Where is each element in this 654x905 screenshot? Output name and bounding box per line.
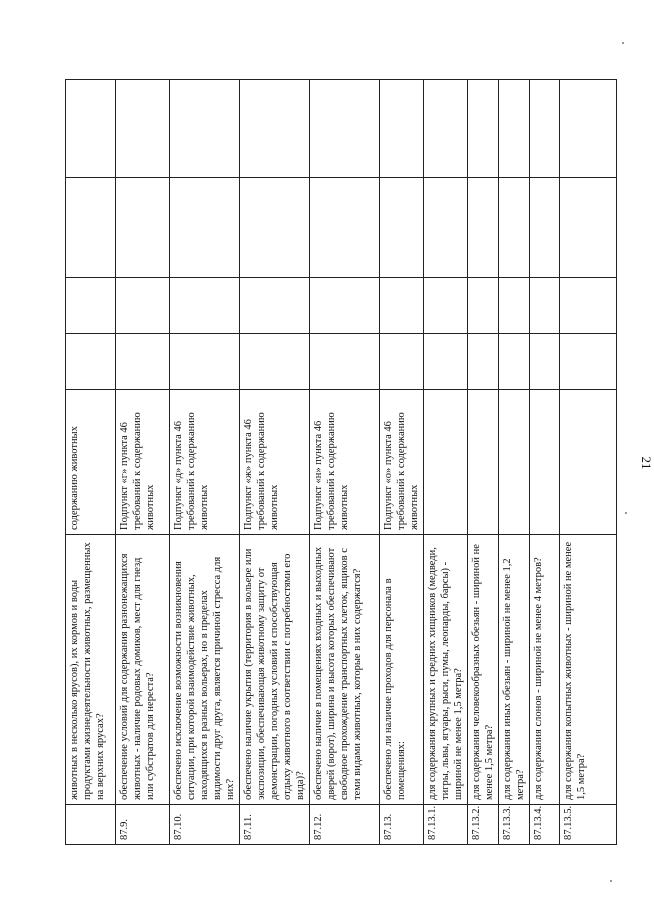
requirement-text: для содержания иных обезьян - шириной не менее 1,2 метра?: [499, 535, 530, 805]
rotated-table-wrapper: [65, 80, 610, 845]
scan-speck: [610, 880, 612, 882]
legal-reference: [499, 390, 530, 535]
table-row: [424, 80, 468, 845]
legal-reference: [424, 390, 468, 535]
legal-reference: [560, 390, 617, 535]
answer-no-cell: [499, 278, 530, 334]
legal-reference: Подпункт «д» пункта 46 требований к содержанию животных: [170, 390, 240, 535]
note-cell: [240, 80, 310, 178]
row-number: 87.13.3.: [499, 805, 530, 845]
not-applicable-cell: [468, 178, 499, 278]
answer-yes-cell: [380, 334, 424, 390]
row-number: 87.10.: [170, 805, 240, 845]
page-number: 21: [639, 456, 654, 470]
not-applicable-cell: [560, 178, 617, 278]
requirement-text: для содержания слонов - шириной не менее 4 метров?: [530, 535, 560, 805]
note-cell: [530, 80, 560, 178]
table-row: [468, 80, 499, 845]
not-applicable-cell: [66, 178, 116, 278]
row-number: [66, 805, 116, 845]
row-number: 87.12.: [310, 805, 380, 845]
note-cell: [170, 80, 240, 178]
checklist-table: [65, 79, 617, 845]
note-cell: [468, 80, 499, 178]
not-applicable-cell: [116, 178, 170, 278]
requirement-text: обеспечено наличие укрытия (территория в вольере или экспозиции, обеспечивающая животному защиту от демонстрации, погодных условий и способствующая отдыху животного в соответствии с потребностями его вида)?: [240, 535, 310, 805]
row-number: 87.13.4.: [530, 805, 560, 845]
legal-reference: содержанию животных: [66, 390, 116, 535]
note-cell: [380, 80, 424, 178]
note-cell: [560, 80, 617, 178]
row-number: 87.11.: [240, 805, 310, 845]
legal-reference: Подпункт «о» пункта 46 требований к содержанию животных: [380, 390, 424, 535]
answer-no-cell: [424, 278, 468, 334]
row-number: 87.13.2.: [468, 805, 499, 845]
table-row: [380, 80, 424, 845]
table-row: [66, 80, 116, 845]
requirement-text: обеспечение условий для содержания разнонежащихся животных - наличие родовых домиков, мест для гнезд или субстратов для нереста?: [116, 535, 170, 805]
row-number: 87.13.: [380, 805, 424, 845]
requirement-text: обеспечено ли наличие проходов для персонала в помещениях:: [380, 535, 424, 805]
answer-yes-cell: [499, 334, 530, 390]
table-row: [499, 80, 530, 845]
answer-no-cell: [116, 278, 170, 334]
answer-no-cell: [468, 278, 499, 334]
table-row: [240, 80, 310, 845]
answer-no-cell: [560, 278, 617, 334]
answer-yes-cell: [424, 334, 468, 390]
table-row: [560, 80, 617, 845]
note-cell: [66, 80, 116, 178]
row-number: 87.9.: [116, 805, 170, 845]
answer-no-cell: [530, 278, 560, 334]
requirement-text: для содержания человекообразных обезьян - шириной не менее 1,5 метра?: [468, 535, 499, 805]
answer-no-cell: [170, 278, 240, 334]
not-applicable-cell: [380, 178, 424, 278]
note-cell: [310, 80, 380, 178]
not-applicable-cell: [530, 178, 560, 278]
requirement-text: для содержания копытных животных - шириной не менее 1,5 метра?: [560, 535, 617, 805]
note-cell: [116, 80, 170, 178]
legal-reference: [530, 390, 560, 535]
note-cell: [499, 80, 530, 178]
table-row: [530, 80, 560, 845]
scan-speck: [622, 42, 624, 44]
note-cell: [424, 80, 468, 178]
answer-yes-cell: [310, 334, 380, 390]
answer-yes-cell: [560, 334, 617, 390]
table-row: [310, 80, 380, 845]
not-applicable-cell: [170, 178, 240, 278]
answer-yes-cell: [240, 334, 310, 390]
row-number: 87.13.5.: [560, 805, 617, 845]
row-number: 87.13.1.: [424, 805, 468, 845]
scan-speck: [625, 512, 627, 514]
requirement-text: обеспечено наличие в помещениях входных и выходных дверей (ворот), ширина и высота которых обеспечивают свободное прохождение транспортных клеток, ящиков с теми видами животных, которые в них содержатся?: [310, 535, 380, 805]
not-applicable-cell: [499, 178, 530, 278]
answer-yes-cell: [170, 334, 240, 390]
legal-reference: Подпункт «г» пункта 46 требований к содержанию животных: [116, 390, 170, 535]
requirement-text: обеспечено исключение возможности возникновения ситуации, при которой взаимодействие животных, находящихся в разных вольерах, но в пределах видимости друг друга, является причиной стресса для них?: [170, 535, 240, 805]
legal-reference: Подпункт «н» пункта 46 требований к содержанию животных: [310, 390, 380, 535]
answer-no-cell: [380, 278, 424, 334]
table-row: [116, 80, 170, 845]
answer-yes-cell: [66, 334, 116, 390]
answer-no-cell: [310, 278, 380, 334]
not-applicable-cell: [310, 178, 380, 278]
answer-yes-cell: [530, 334, 560, 390]
legal-reference: [468, 390, 499, 535]
answer-no-cell: [240, 278, 310, 334]
answer-no-cell: [66, 278, 116, 334]
legal-reference: Подпункт «ж» пункта 46 требований к содержанию животных: [240, 390, 310, 535]
answer-yes-cell: [468, 334, 499, 390]
table-row: [170, 80, 240, 845]
not-applicable-cell: [240, 178, 310, 278]
requirement-text: животных в несколько ярусов), их кормов и воды продуктами жизнедеятельности животных, размещенных на верхних ярусах?: [66, 535, 116, 805]
requirement-text: для содержания крупных и средних хищников (медведи, тигры, львы, ягуары, рыси, пумы, леопарды, барсы) - шириной не менее 1,5 метра?: [424, 535, 468, 805]
answer-yes-cell: [116, 334, 170, 390]
not-applicable-cell: [424, 178, 468, 278]
